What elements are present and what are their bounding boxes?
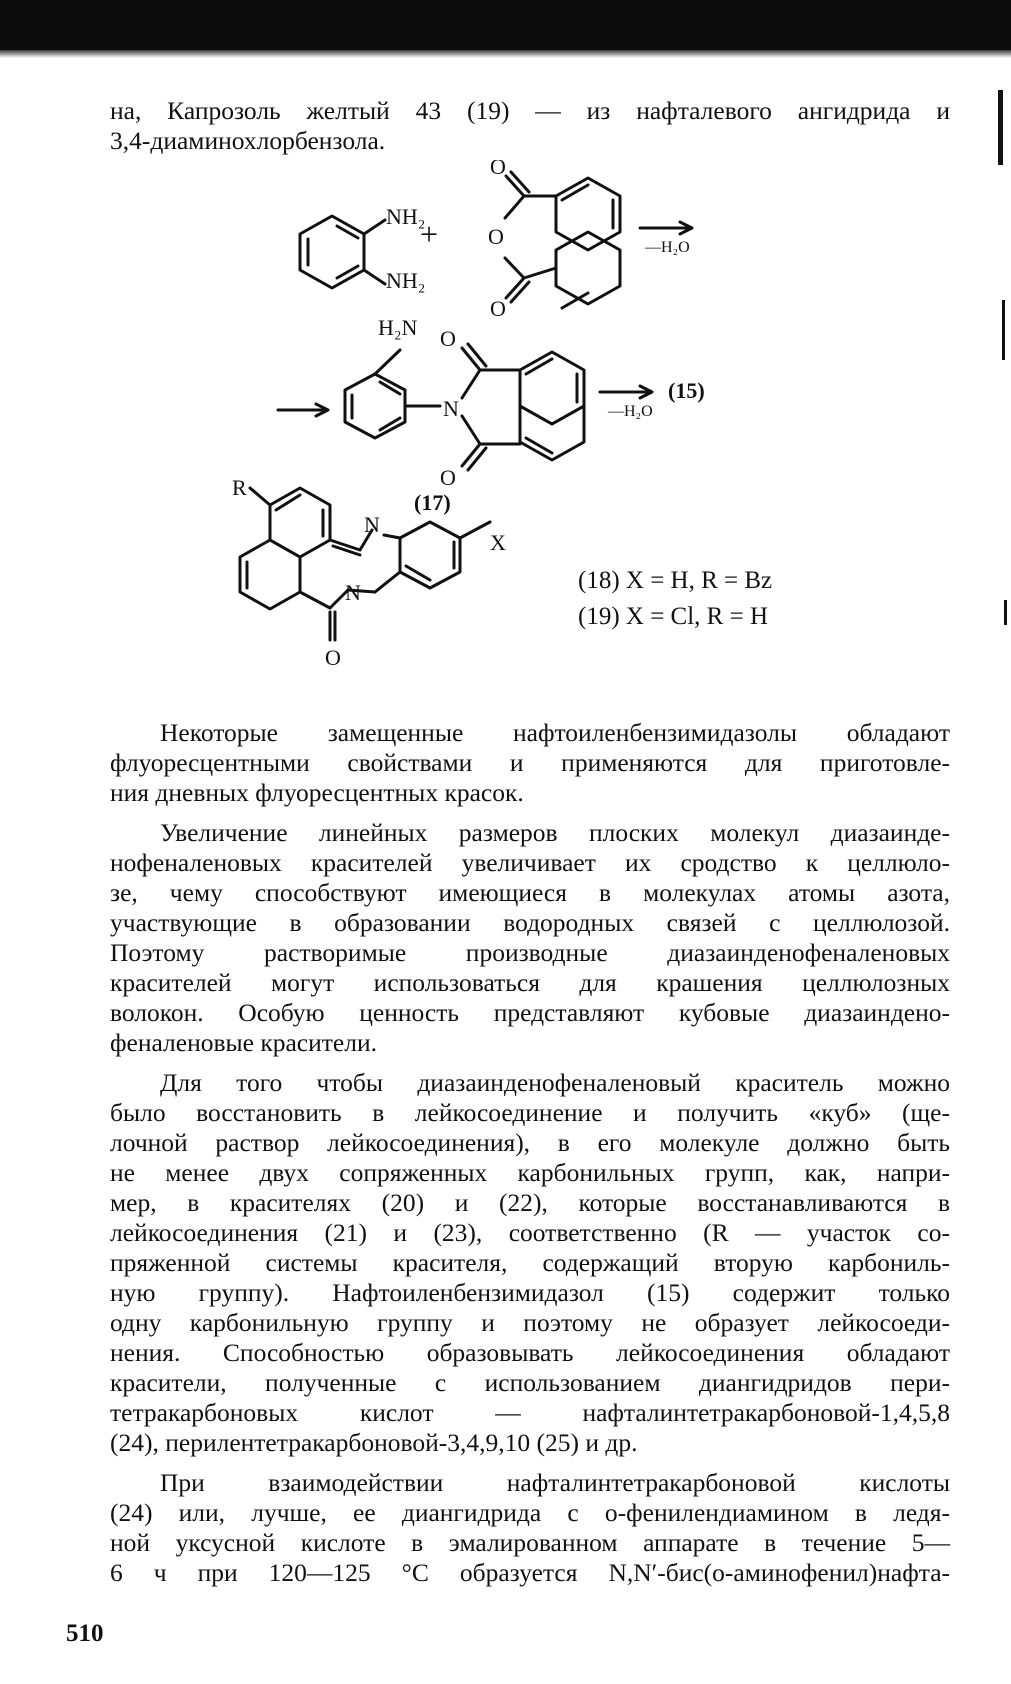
paragraph-1-line-1: Некоторые замещенные нафтоиленбензимидазолы обладают <box>160 718 950 747</box>
paragraph-3-line-10: нения. Способностью образовывать лейкосоединения обладают <box>110 1338 950 1367</box>
paragraph-2-line-6: красителей могут использоваться для крашения целлюлозных <box>110 968 950 997</box>
step2-condition: —H₂O <box>608 403 653 420</box>
intermediate-o-top: O <box>440 326 456 351</box>
step1-condition: —H₂O <box>645 239 690 256</box>
naphthalic-anhydride <box>505 172 620 308</box>
reaction-scheme <box>0 160 1011 680</box>
variant-19-label: (19) X = Cl, R = H <box>578 603 769 630</box>
scan-top-shadow <box>0 50 1011 58</box>
paragraph-4-line-2: (24) или, лучше, ее диангидрида с о-фенилендиамином в ледя- <box>110 1498 950 1527</box>
intro-line-2: 3,4-диаминохлорбензола. <box>110 126 386 155</box>
phenylenediamine-ring <box>300 216 385 288</box>
paragraph-3-line-4: не менее двух сопряженных карбонильных групп, как, напри- <box>110 1158 950 1187</box>
plus-sign: + <box>420 216 439 252</box>
intermediate-17-label: (17) <box>414 490 451 515</box>
paragraph-3-line-1: Для того чтобы диазаинденофеналеновый краситель можно <box>160 1068 950 1097</box>
anhydride-o-top: O <box>490 160 506 179</box>
intermediate-o-bottom: O <box>440 465 456 490</box>
paragraph-3-line-9: одну карбонильную группу и поэтому не образует лейкосоеди- <box>110 1308 950 1337</box>
paragraph-4-line-1: При взаимодействии нафталинтетракарбоновой кислоты <box>160 1468 950 1497</box>
anhydride-o-bottom: O <box>490 296 506 321</box>
product-naphthoylene-benzimidazole <box>240 488 490 640</box>
page-number: 510 <box>66 1620 104 1647</box>
paragraph-3-line-3: лочной раствор лейкосоединения), в его молекуле должно быть <box>110 1128 950 1157</box>
variant-18-label: (18) X = H, R = Bz <box>578 567 773 594</box>
paragraph-1-line-2: флуоресцентными свойствами и применяются для приготовле- <box>110 748 950 777</box>
step2-product: (15) <box>668 378 705 403</box>
intermediate-n: N <box>443 396 459 421</box>
paragraph-4-line-3: ной уксусной кислоте в эмалированном аппарате в течение 5— <box>110 1528 950 1557</box>
intermediate-17 <box>278 344 652 470</box>
paragraph-2-line-1: Увеличение линейных размеров плоских молекул диазаинде- <box>160 818 950 847</box>
paragraph-3-line-5: мер, в красителях (20) и (22), которые восстанавливаются в <box>110 1188 950 1217</box>
anhydride-o-mid: O <box>488 224 504 249</box>
product-o: O <box>325 645 341 670</box>
paragraph-2-line-8: феналеновые красители. <box>110 1028 377 1057</box>
intro-line-1: на, Капрозоль желтый 43 (19) — из нафталевого ангидрида и <box>110 96 950 125</box>
product-r: R <box>232 475 247 500</box>
reactant-amine-label-top: NH₂ <box>386 204 426 229</box>
paragraph-3-line-12: тетракарбоновых кислот — нафталинтетракарбоновой-1,4,5,8 <box>110 1398 950 1427</box>
paragraph-3-line-11: красители, полученные с использованием диангидридов пери- <box>110 1368 950 1397</box>
product-x: X <box>490 530 506 555</box>
paragraph-2-line-4: участвующие в образовании водородных связей с целлюлозой. <box>110 908 950 937</box>
paragraph-2-line-7: волокон. Особую ценность представляют кубовые диазаиндено- <box>110 998 950 1027</box>
paragraph-2-line-2: нофеналеновых красителей увеличивает их сродство к целлюло- <box>110 848 950 877</box>
intermediate-h2n: H₂N <box>378 315 418 340</box>
scan-edge-mark <box>998 90 1003 165</box>
paragraph-3-line-2: было восстановить в лейкосоединение и получить «куб» (ще- <box>110 1098 950 1127</box>
paragraph-4-line-4: 6 ч при 120—125 °С образуется N,N′-бис(о-аминофенил)нафта- <box>110 1558 950 1587</box>
product-n-bottom: N <box>345 580 361 605</box>
reactant-amine-label-bottom: NH₂ <box>386 268 426 293</box>
paragraph-3-line-13: (24), перилентетракарбоновой-3,4,9,10 (25) и др. <box>110 1428 638 1457</box>
paragraph-3-line-7: пряженной системы красителя, содержащий вторую карбониль- <box>110 1248 950 1277</box>
product-n-top: N <box>364 512 380 537</box>
paragraph-3-line-6: лейкосоединения (21) и (23), соответственно (R — участок со- <box>110 1218 950 1247</box>
paragraph-2-line-5: Поэтому растворимые производные диазаинденофеналеновых <box>110 938 950 967</box>
paragraph-3-line-8: ную группу). Нафтоиленбензимидазол (15) содержит только <box>110 1278 950 1307</box>
scan-top-border <box>0 0 1011 50</box>
paragraph-1-line-3: ния дневных флуоресцентных красок. <box>110 778 524 807</box>
paragraph-2-line-3: зе, чему способствуют имеющиеся в молекулах атомы азота, <box>110 878 950 907</box>
